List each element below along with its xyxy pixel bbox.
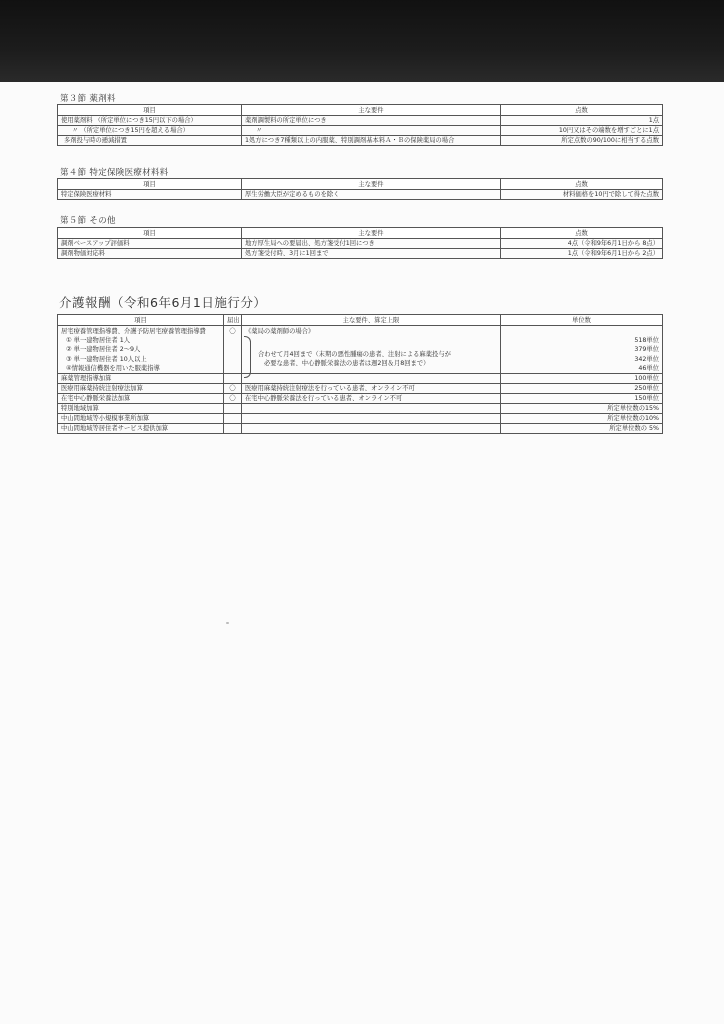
notification-cell — [224, 374, 242, 384]
item-cell: 医療用麻薬持続注射療法加算 — [58, 384, 224, 394]
visit-limit-note-line-2: 必要な患者、中心静脈栄養法の患者は週2回＆月8回まで） — [264, 360, 430, 367]
column-header: 項目 — [58, 105, 242, 116]
sub-unit-value: 518単位 — [634, 337, 659, 345]
notification-cell — [224, 404, 242, 414]
requirement-cell: 処方箋受付時、3月に1回まで — [242, 249, 501, 259]
grouping-brace — [244, 336, 251, 378]
item-cell: 在宅中心静脈栄養法加算 — [58, 394, 224, 404]
units-cell: 250単位 — [501, 384, 663, 394]
notification-cell: 〇 — [224, 394, 242, 404]
other-table — [57, 227, 663, 259]
notification-cell: 〇 — [224, 384, 242, 394]
units-cell: 100単位 — [501, 374, 663, 384]
units-cell: 150単位 — [501, 394, 663, 404]
table-row — [58, 394, 663, 404]
table-header-row — [58, 228, 663, 239]
notification-cell: 〇 — [224, 326, 242, 374]
points-cell: 4点（令和9年6月1日から 8点） — [501, 239, 663, 249]
section-title-other: 第５節 その他 — [60, 216, 116, 226]
sub-item-label: ② 単一建物居住者 2～9人 — [66, 346, 141, 354]
table-row — [58, 239, 663, 249]
item-cell: 中山間地域等小規模事業所加算 — [58, 414, 224, 424]
units-cell: 所定単位数の10% — [501, 414, 663, 424]
sub-unit-value: 46単位 — [638, 364, 659, 372]
requirement-cell: 医療用麻薬持続注射療法を行っている患者、オンライン不可 — [242, 384, 501, 394]
requirement-cell: 地方厚生局への要届出、処方箋受付1回につき — [242, 239, 501, 249]
scan-speck — [226, 622, 229, 624]
table-row — [58, 424, 663, 434]
column-header: 項目 — [58, 179, 242, 190]
item-cell: 〃 （所定単位につき15円を超える場合） — [58, 126, 242, 136]
notification-cell — [224, 424, 242, 434]
column-header: 点数 — [501, 105, 663, 116]
table-row — [58, 116, 663, 126]
points-cell: 1点 — [501, 116, 663, 126]
item-cell — [58, 326, 224, 374]
table-row — [58, 249, 663, 259]
points-cell: 材料価格を10円で除して得た点数 — [501, 190, 663, 200]
table-row — [58, 414, 663, 424]
column-header: 点数 — [501, 179, 663, 190]
sub-item-label: ① 単一建物居住者 1人 — [66, 337, 131, 345]
notification-cell — [224, 414, 242, 424]
item-cell: 麻薬管理指導加算 — [58, 374, 224, 384]
column-header: 主な要件、算定上限 — [242, 315, 501, 326]
column-header: 項目 — [58, 228, 242, 239]
sub-unit-value: 379単位 — [634, 346, 659, 354]
table-row — [58, 374, 663, 384]
units-cell — [501, 326, 663, 374]
column-header: 項目 — [58, 315, 224, 326]
column-header: 主な要件 — [242, 105, 501, 116]
insurance-material-table — [57, 178, 663, 200]
kaigo-section-title: 介護報酬（令和6年6月1日施行分） — [59, 295, 267, 310]
requirement-cell: 厚生労働大臣が定めるものを除く — [242, 190, 501, 200]
column-header: 点数 — [501, 228, 663, 239]
item-cell: 調剤物価対応料 — [58, 249, 242, 259]
item-cell: 特別地域加算 — [58, 404, 224, 414]
item-cell: 調剤ベースアップ評価料 — [58, 239, 242, 249]
table-row — [58, 126, 663, 136]
table-header-row — [58, 315, 663, 326]
requirement-cell — [242, 424, 501, 434]
table-row — [58, 404, 663, 414]
requirement-cell: 1処方につき7種類以上の内服薬、特別調剤基本料Ａ・Ｂの保険薬局の場合 — [242, 136, 501, 146]
requirement-heading: 《薬局の薬剤師の場合》 — [245, 328, 315, 335]
requirement-cell: 薬剤調製料の所定単位につき — [242, 116, 501, 126]
item-cell: 特定保険医療材料 — [58, 190, 242, 200]
sub-item-label: ④情報通信機器を用いた服薬指導 — [66, 364, 160, 372]
sub-item-label: ③ 単一建物居住者 10人以上 — [66, 355, 147, 363]
item-cell: 多剤投与時の逓減措置 — [58, 136, 242, 146]
points-cell: 1点（令和9年6月1日から 2点） — [501, 249, 663, 259]
main-item-label: 居宅療養管理指導費、介護予防居宅療養管理指導費 — [61, 328, 206, 335]
scan-dark-header-band — [0, 0, 724, 82]
units-cell: 所定単位数の15% — [501, 404, 663, 414]
requirement-cell: 〃 — [242, 126, 501, 136]
item-cell: 使用薬剤料 （所定単位につき15円以下の場合） — [58, 116, 242, 126]
item-cell: 中山間地域等居住者サービス提供加算 — [58, 424, 224, 434]
table-row — [58, 384, 663, 394]
requirement-cell: 在宅中心静脈栄養法を行っている患者、オンライン不可 — [242, 394, 501, 404]
table-row — [58, 136, 663, 146]
section-title-insurance-material: 第４節 特定保険医療材料料 — [60, 168, 169, 178]
requirement-cell — [242, 414, 501, 424]
column-header: 主な要件 — [242, 228, 501, 239]
column-header: 主な要件 — [242, 179, 501, 190]
table-header-row — [58, 179, 663, 190]
table-row — [58, 190, 663, 200]
sub-unit-value: 342単位 — [634, 355, 659, 363]
points-cell: 所定点数の90/100に相当する点数 — [501, 136, 663, 146]
section-title-drug-fee: 第３節 薬剤料 — [60, 94, 116, 104]
visit-limit-note-line-1: 合わせて月4回まで（末期の悪性腫瘍の患者、注射による麻薬投与が — [258, 351, 451, 358]
column-header: 届出 — [224, 315, 242, 326]
requirement-cell — [242, 404, 501, 414]
drug-fee-table — [57, 104, 663, 146]
requirement-cell — [242, 374, 501, 384]
table-header-row — [58, 105, 663, 116]
units-cell: 所定単位数の 5% — [501, 424, 663, 434]
column-header: 単位数 — [501, 315, 663, 326]
kaigo-fee-table — [57, 314, 663, 434]
points-cell: 10円又はその端数を増すごとに1点 — [501, 126, 663, 136]
